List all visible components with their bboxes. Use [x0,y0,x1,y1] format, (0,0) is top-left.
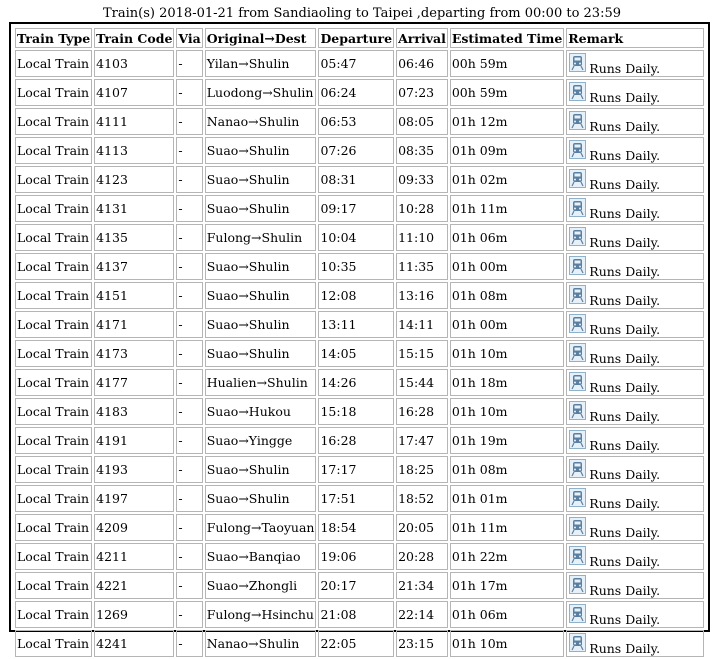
departure-cell: 14:05 [318,340,394,367]
train-code-cell: 4209 [94,514,174,541]
table-row [15,543,704,570]
train-icon [569,256,586,275]
route-cell: Suao→Shulin [205,253,317,280]
arrival-cell: 21:34 [396,572,448,599]
remark-text: Runs Daily. [589,554,661,569]
arrival-cell: 18:52 [396,485,448,512]
train-icon [569,372,586,391]
table-row [15,456,704,483]
estimated-time-cell: 01h 10m [450,630,564,657]
via-cell: - [176,543,202,570]
departure-cell: 10:35 [318,253,394,280]
departure-cell: 05:47 [318,50,394,77]
table-row [15,311,704,338]
train-type-cell: Local Train [15,195,92,222]
estimated-time-cell: 01h 18m [450,369,564,396]
table-row [15,79,704,106]
estimated-time-cell: 01h 22m [450,543,564,570]
arrival-cell: 06:46 [396,50,448,77]
route-cell: Suao→Yingge [205,427,317,454]
departure-cell: 08:31 [318,166,394,193]
train-type-cell: Local Train [15,253,92,280]
arrival-cell: 08:35 [396,137,448,164]
table-row [15,50,704,77]
via-cell: - [176,137,202,164]
via-cell: - [176,572,202,599]
table-row [15,369,704,396]
remark-cell [566,514,704,541]
estimated-time-cell: 01h 06m [450,601,564,628]
route-cell: Hualien→Shulin [205,369,317,396]
departure-cell: 17:17 [318,456,394,483]
route-cell: Yilan→Shulin [205,50,317,77]
train-icon [569,459,586,478]
train-icon [569,633,586,652]
remark-text: Runs Daily. [589,612,661,627]
table-row [15,340,704,367]
departure-cell: 15:18 [318,398,394,425]
remark-cell [566,253,704,280]
train-code-cell: 4151 [94,282,174,309]
train-icon [569,140,586,159]
estimated-time-cell: 01h 02m [450,166,564,193]
estimated-time-cell: 01h 10m [450,398,564,425]
table-row [15,253,704,280]
estimated-time-cell: 01h 19m [450,427,564,454]
estimated-time-cell: 01h 00m [450,311,564,338]
arrival-cell: 11:35 [396,253,448,280]
via-cell: - [176,50,202,77]
header-train-code: Train Code [94,28,174,48]
train-type-cell: Local Train [15,485,92,512]
remark-cell [566,282,704,309]
train-code-cell: 4113 [94,137,174,164]
train-code-cell: 4211 [94,543,174,570]
via-cell: - [176,282,202,309]
remark-cell [566,369,704,396]
train-code-cell: 4103 [94,50,174,77]
train-type-cell: Local Train [15,224,92,251]
arrival-cell: 22:14 [396,601,448,628]
remark-text: Runs Daily. [589,467,661,482]
train-code-cell: 4123 [94,166,174,193]
train-code-cell: 4191 [94,427,174,454]
via-cell: - [176,630,202,657]
arrival-cell: 10:28 [396,195,448,222]
remark-text: Runs Daily. [589,438,661,453]
estimated-time-cell: 00h 59m [450,50,564,77]
train-code-cell: 4193 [94,456,174,483]
table-row [15,137,704,164]
via-cell: - [176,456,202,483]
arrival-cell: 15:44 [396,369,448,396]
table-row [15,398,704,425]
arrival-cell: 15:15 [396,340,448,367]
via-cell: - [176,485,202,512]
remark-text: Runs Daily. [589,641,661,656]
train-type-cell: Local Train [15,601,92,628]
via-cell: - [176,369,202,396]
via-cell: - [176,195,202,222]
train-icon [569,82,586,101]
header-train-type: Train Type [15,28,92,48]
table-row [15,572,704,599]
route-cell: Suao→Zhongli [205,572,317,599]
train-code-cell: 4137 [94,253,174,280]
train-code-cell: 4171 [94,311,174,338]
via-cell: - [176,311,202,338]
train-code-cell: 4221 [94,572,174,599]
table-row [15,485,704,512]
via-cell: - [176,224,202,251]
departure-cell: 13:11 [318,311,394,338]
remark-text: Runs Daily. [589,525,661,540]
table-row [15,108,704,135]
arrival-cell: 23:15 [396,630,448,657]
estimated-time-cell: 01h 10m [450,340,564,367]
estimated-time-cell: 01h 11m [450,195,564,222]
departure-cell: 19:06 [318,543,394,570]
remark-cell [566,456,704,483]
train-type-cell: Local Train [15,137,92,164]
remark-text: Runs Daily. [589,177,661,192]
remark-text: Runs Daily. [589,119,661,134]
train-type-cell: Local Train [15,514,92,541]
remark-cell [566,79,704,106]
route-cell: Suao→Hukou [205,398,317,425]
train-icon [569,401,586,420]
departure-cell: 17:51 [318,485,394,512]
departure-cell: 12:08 [318,282,394,309]
train-icon [569,546,586,565]
via-cell: - [176,514,202,541]
train-type-cell: Local Train [15,572,92,599]
train-type-cell: Local Train [15,456,92,483]
table-row [15,282,704,309]
train-icon [569,575,586,594]
train-code-cell: 4183 [94,398,174,425]
train-type-cell: Local Train [15,311,92,338]
table-row [15,514,704,541]
via-cell: - [176,166,202,193]
train-icon [569,604,586,623]
train-code-cell: 1269 [94,601,174,628]
via-cell: - [176,601,202,628]
train-icon [569,430,586,449]
estimated-time-cell: 01h 00m [450,253,564,280]
remark-cell [566,543,704,570]
timetable [13,26,706,659]
route-cell: Suao→Shulin [205,195,317,222]
via-cell: - [176,79,202,106]
departure-cell: 14:26 [318,369,394,396]
remark-cell [566,398,704,425]
remark-cell [566,195,704,222]
remark-text: Runs Daily. [589,409,661,424]
departure-cell: 06:53 [318,108,394,135]
train-type-cell: Local Train [15,630,92,657]
route-cell: Suao→Banqiao [205,543,317,570]
arrival-cell: 11:10 [396,224,448,251]
remark-cell [566,340,704,367]
train-icon [569,343,586,362]
remark-cell [566,601,704,628]
arrival-cell: 17:47 [396,427,448,454]
timetable-body [15,50,704,657]
estimated-time-cell: 01h 06m [450,224,564,251]
remark-cell [566,108,704,135]
header-remark: Remark [566,28,704,48]
route-cell: Nanao→Shulin [205,108,317,135]
train-type-cell: Local Train [15,108,92,135]
estimated-time-cell: 01h 01m [450,485,564,512]
train-icon [569,111,586,130]
train-type-cell: Local Train [15,398,92,425]
departure-cell: 10:04 [318,224,394,251]
train-type-cell: Local Train [15,543,92,570]
remark-text: Runs Daily. [589,583,661,598]
departure-cell: 18:54 [318,514,394,541]
arrival-cell: 18:25 [396,456,448,483]
estimated-time-cell: 01h 09m [450,137,564,164]
arrival-cell: 16:28 [396,398,448,425]
page-title: Train(s) 2018-01-21 from Sandiaoling to Taipei ,departing from 00:00 to 23:59 [103,6,621,21]
train-icon [569,227,586,246]
departure-cell: 06:24 [318,79,394,106]
remark-text: Runs Daily. [589,206,661,221]
departure-cell: 16:28 [318,427,394,454]
remark-cell [566,50,704,77]
arrival-cell: 09:33 [396,166,448,193]
arrival-cell: 13:16 [396,282,448,309]
estimated-time-cell: 00h 59m [450,79,564,106]
remark-cell [566,166,704,193]
route-cell: Luodong→Shulin [205,79,317,106]
table-row [15,601,704,628]
remark-text: Runs Daily. [589,496,661,511]
train-type-cell: Local Train [15,340,92,367]
train-code-cell: 4135 [94,224,174,251]
departure-cell: 21:08 [318,601,394,628]
train-code-cell: 4177 [94,369,174,396]
header-via: Via [176,28,202,48]
route-cell: Suao→Shulin [205,166,317,193]
via-cell: - [176,398,202,425]
remark-cell [566,224,704,251]
remark-cell [566,427,704,454]
remark-cell [566,485,704,512]
train-type-cell: Local Train [15,50,92,77]
arrival-cell: 20:05 [396,514,448,541]
table-row [15,224,704,251]
train-icon [569,53,586,72]
table-row [15,427,704,454]
remark-text: Runs Daily. [589,148,661,163]
route-cell: Suao→Shulin [205,311,317,338]
train-code-cell: 4173 [94,340,174,367]
estimated-time-cell: 01h 12m [450,108,564,135]
estimated-time-cell: 01h 17m [450,572,564,599]
header-row [15,28,704,48]
estimated-time-cell: 01h 08m [450,456,564,483]
train-code-cell: 4197 [94,485,174,512]
train-type-cell: Local Train [15,166,92,193]
train-icon [569,488,586,507]
remark-text: Runs Daily. [589,61,661,76]
via-cell: - [176,340,202,367]
departure-cell: 22:05 [318,630,394,657]
departure-cell: 07:26 [318,137,394,164]
route-cell: Nanao→Shulin [205,630,317,657]
train-type-cell: Local Train [15,427,92,454]
via-cell: - [176,108,202,135]
train-type-cell: Local Train [15,282,92,309]
remark-text: Runs Daily. [589,380,661,395]
remark-text: Runs Daily. [589,264,661,279]
timetable-frame [9,22,710,656]
route-cell: Suao→Shulin [205,485,317,512]
table-row [15,195,704,222]
header-estimated-time: Estimated Time [450,28,564,48]
train-icon [569,517,586,536]
train-type-cell: Local Train [15,79,92,106]
train-code-cell: 4111 [94,108,174,135]
remark-text: Runs Daily. [589,351,661,366]
train-icon [569,169,586,188]
route-cell: Fulong→Hsinchu [205,601,317,628]
remark-text: Runs Daily. [589,90,661,105]
table-row [15,630,704,657]
train-code-cell: 4107 [94,79,174,106]
header-route: Original→Dest [205,28,317,48]
train-code-cell: 4131 [94,195,174,222]
remark-cell [566,137,704,164]
remark-cell [566,311,704,338]
route-cell: Suao→Shulin [205,282,317,309]
remark-text: Runs Daily. [589,293,661,308]
departure-cell: 09:17 [318,195,394,222]
arrival-cell: 20:28 [396,543,448,570]
arrival-cell: 07:23 [396,79,448,106]
train-icon [569,198,586,217]
header-departure: Departure [318,28,394,48]
arrival-cell: 08:05 [396,108,448,135]
header-arrival: Arrival [396,28,448,48]
estimated-time-cell: 01h 11m [450,514,564,541]
train-type-cell: Local Train [15,369,92,396]
remark-text: Runs Daily. [589,322,661,337]
remark-cell [566,630,704,657]
arrival-cell: 14:11 [396,311,448,338]
estimated-time-cell: 01h 08m [450,282,564,309]
route-cell: Suao→Shulin [205,137,317,164]
train-icon [569,285,586,304]
route-cell: Suao→Shulin [205,456,317,483]
remark-cell [566,572,704,599]
table-row [15,166,704,193]
train-icon [569,314,586,333]
route-cell: Fulong→Shulin [205,224,317,251]
departure-cell: 20:17 [318,572,394,599]
train-code-cell: 4241 [94,630,174,657]
route-cell: Fulong→Taoyuan [205,514,317,541]
remark-text: Runs Daily. [589,235,661,250]
via-cell: - [176,253,202,280]
route-cell: Suao→Shulin [205,340,317,367]
via-cell: - [176,427,202,454]
